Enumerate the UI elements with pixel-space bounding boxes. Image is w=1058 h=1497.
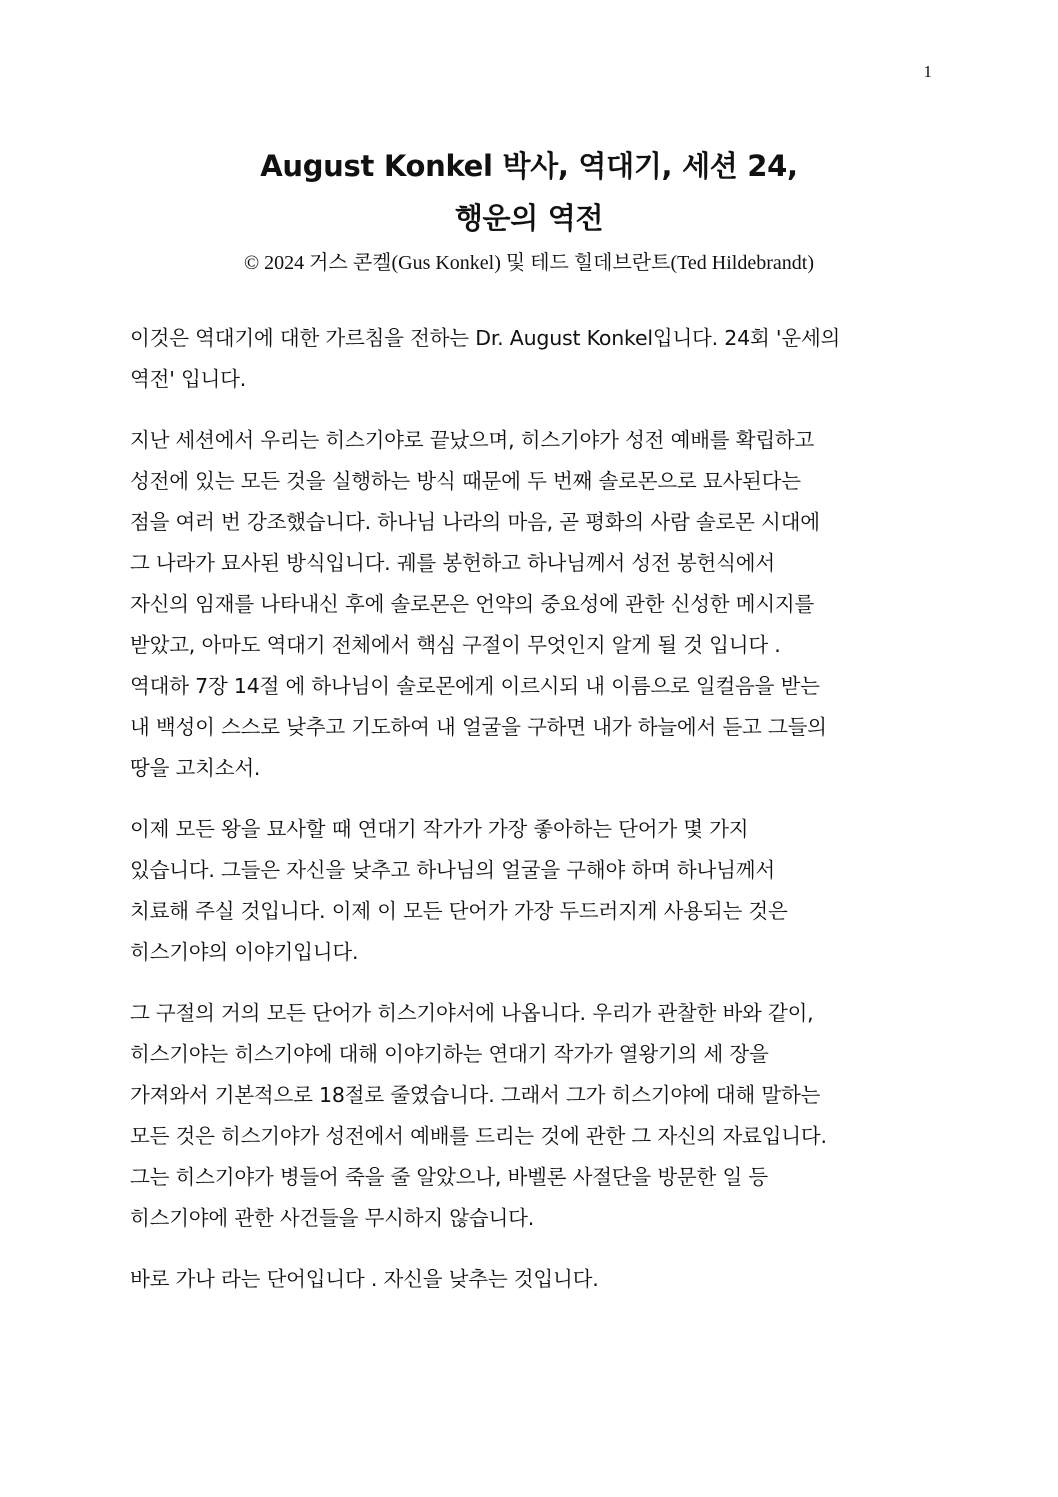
text-line: 그는 히스기야가 병들어 죽을 줄 알았으나, 바벨론 사절단을 방문한 일 등: [130, 1165, 768, 1189]
text-line: 지난 세션에서 우리는 히스기야로 끝났으며, 히스기야가 성전 예배를 확립하고: [130, 428, 815, 452]
text-line: 성전에 있는 모든 것을 실행하는 방식 때문에 두 번째 솔로몬으로 묘사된다는: [130, 469, 801, 493]
text-line: 히스기야의 이야기입니다.: [130, 940, 359, 964]
page-number: 1: [923, 62, 932, 81]
text-line: 그 나라가 묘사된 방식입니다. 궤를 봉헌하고 하나님께서 성전 봉헌식에서: [130, 551, 775, 575]
text-line: 바로 가나 라는 단어입니다 . 자신을 낮추는 것입니다.: [130, 1267, 599, 1291]
paragraph: [130, 1259, 938, 1300]
text-line: 가져와서 기본적으로 18절로 줄였습니다. 그래서 그가 히스기야에 대해 말하는: [130, 1083, 821, 1107]
text-line: 이것은 역대기에 대한 가르침을 전하는 Dr. August Konkel입니다. 24회 '운세의: [130, 326, 841, 350]
text-line: 이제 모든 왕을 묘사할 때 연대기 작가가 가장 좋아하는 단어가 몇 가지: [130, 817, 749, 841]
text-line: 자신의 임재를 나타내신 후에 솔로몬은 언약의 중요성에 관한 신성한 메시지를: [130, 592, 815, 616]
text-line: 역대하 7장 14절 에 하나님이 솔로몬에게 이르시되 내 이름으로 일컬음을 받는: [130, 674, 820, 698]
text-line: 그 구절의 거의 모든 단어가 히스기야서에 나옵니다. 우리가 관찰한 바와 같이,: [130, 1001, 814, 1025]
title-block: [0, 140, 1058, 276]
text-line: 받았고, 아마도 역대기 전체에서 핵심 구절이 무엇인지 알게 될 것 입니다 .: [130, 633, 781, 657]
text-line: 역전' 입니다.: [130, 367, 247, 391]
copyright-line: © 2024 거스 콘켈(Gus Konkel) 및 테드 힐데브란트(Ted Hildebrandt): [243, 252, 814, 274]
page-title: August Konkel 박사, 역대기, 세션 24,: [260, 149, 798, 183]
paragraph: [130, 318, 938, 400]
paragraph: [130, 420, 938, 789]
paragraph: [130, 993, 938, 1239]
text-line: 히스기야는 히스기야에 대해 이야기하는 연대기 작가가 열왕기의 세 장을: [130, 1042, 769, 1066]
text-line: 점을 여러 번 강조했습니다. 하나님 나라의 마음, 곧 평화의 사람 솔로몬 시대에: [130, 510, 820, 534]
text-line: 모든 것은 히스기야가 성전에서 예배를 드리는 것에 관한 그 자신의 자료입니다.: [130, 1124, 827, 1148]
text-line: 내 백성이 스스로 낮추고 기도하여 내 얼굴을 구하면 내가 하늘에서 듣고 그들의: [130, 715, 827, 739]
document-body: [130, 318, 938, 1320]
text-line: 있습니다. 그들은 자신을 낮추고 하나님의 얼굴을 구해야 하며 하나님께서: [130, 858, 775, 882]
text-line: 땅을 고치소서.: [130, 756, 261, 780]
text-line: 히스기야에 관한 사건들을 무시하지 않습니다.: [130, 1206, 535, 1230]
page-subtitle: 행운의 역전: [454, 201, 604, 235]
text-line: 치료해 주실 것입니다. 이제 이 모든 단어가 가장 두드러지게 사용되는 것은: [130, 899, 788, 923]
paragraph: [130, 809, 938, 973]
